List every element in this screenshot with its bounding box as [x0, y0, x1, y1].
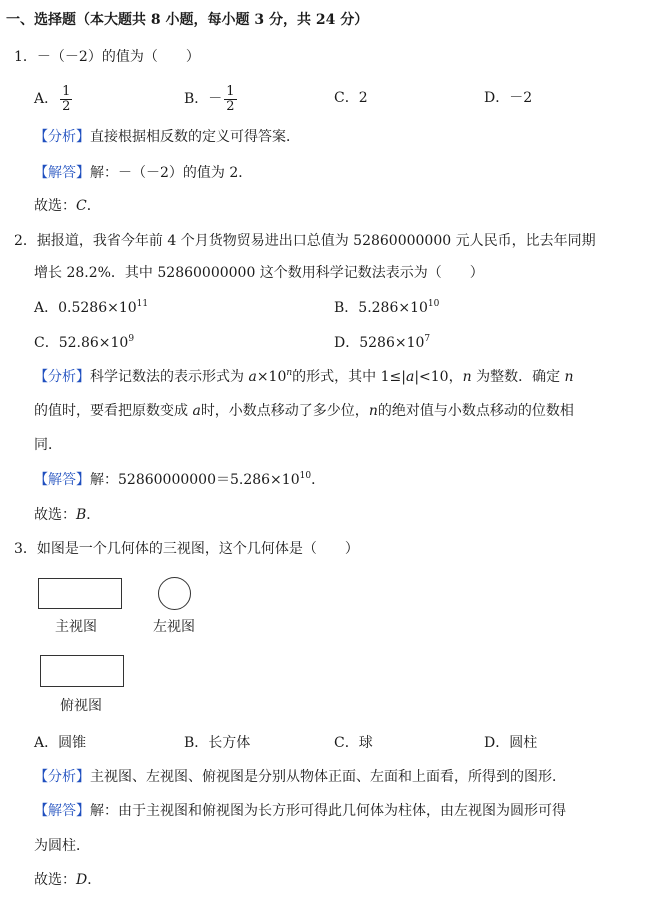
q2-option-c: C．$52.86\times 10^9$ — [34, 334, 135, 351]
left-view-circle — [158, 577, 191, 610]
q2-analysis-line3: 同． — [34, 437, 62, 453]
q3-answer-line2: 为圆柱． — [34, 838, 90, 854]
q1-option-b: B．－ $\frac{1}{2}$ — [184, 83, 235, 114]
q3-option-c: C．球 — [334, 735, 373, 751]
q2-choice: 故选：B． — [34, 507, 101, 523]
q3-option-b: B．长方体 — [184, 735, 251, 751]
q2-answer: 【解答】解：$52860000000=5.286\times 10^{10}$． — [34, 471, 326, 488]
q2-stem-line1: 2．据报道，我省今年前 4 个月货物贸易进出口总值为 52860000000 元人民币，比去年同期 — [14, 233, 596, 249]
answer-tag: 【解答】 — [34, 165, 90, 181]
q1-option-a-fraction: $\frac{1}{2}$ — [62, 83, 71, 114]
section-title: 一、选择题（本大题共 8 小题，每小题 3 分，共 24 分） — [6, 12, 369, 28]
analysis-tag: 【分析】 — [34, 769, 90, 785]
q1-option-a: A． $\frac{1}{2}$ — [34, 83, 71, 114]
analysis-tag: 【分析】 — [34, 129, 90, 145]
q1-option-c: C．2 — [334, 90, 368, 106]
q1-stem: 1．－（－2）的值为（ ） — [14, 49, 200, 65]
q1-option-b-fraction: $\frac{1}{2}$ — [226, 83, 235, 114]
q1-choice: 故选：C． — [34, 198, 101, 214]
q3-answer-line1: 【解答】解：由于主视图和俯视图为长方形可得此几何体为柱体，由左视图为圆形可得 — [34, 803, 566, 819]
q2-stem-line2: 增长 28.2%．其中 52860000000 这个数用科学记数法表示为（ ） — [34, 265, 484, 281]
q2-option-b: B．$5.286\times 10^{10}$ — [334, 299, 440, 316]
q3-option-d: D．圆柱 — [484, 735, 538, 751]
q3-analysis: 【分析】主视图、左视图、俯视图是分别从物体正面、左面和上面看，所得到的图形． — [34, 769, 566, 785]
q3-option-a: A．圆锥 — [34, 735, 87, 751]
top-view-label: 俯视图 — [60, 698, 102, 714]
q2-option-a: A．$0.5286\times 10^{11}$ — [34, 299, 149, 316]
answer-tag: 【解答】 — [34, 472, 90, 488]
q1-answer: 【解答】解：－（－2）的值为 2． — [34, 165, 253, 181]
front-view-rectangle — [38, 578, 122, 609]
q3-stem: 3．如图是一个几何体的三视图，这个几何体是（ ） — [14, 541, 359, 557]
q1-option-d: D．－2 — [484, 90, 533, 106]
q2-analysis-line1: 【分析】科学记数法的表示形式为 $a\times 10^n$的形式，其中 1≤|a|<10，n 为整数．确定 n — [34, 368, 574, 385]
top-view-rectangle — [40, 655, 124, 687]
front-view-label: 主视图 — [55, 619, 97, 635]
answer-tag: 【解答】 — [34, 803, 90, 819]
q2-analysis-line2: 的值时，要看把原数变成 a时，小数点移动了多少位，n的绝对值与小数点移动的位数相 — [34, 403, 574, 419]
q2-option-d: D．$5286\times 10^7$ — [334, 334, 431, 351]
analysis-tag: 【分析】 — [34, 369, 90, 385]
left-view-label: 左视图 — [153, 619, 195, 635]
q1-analysis: 【分析】直接根据相反数的定义可得答案． — [34, 129, 300, 145]
q3-choice: 故选：D． — [34, 872, 102, 888]
